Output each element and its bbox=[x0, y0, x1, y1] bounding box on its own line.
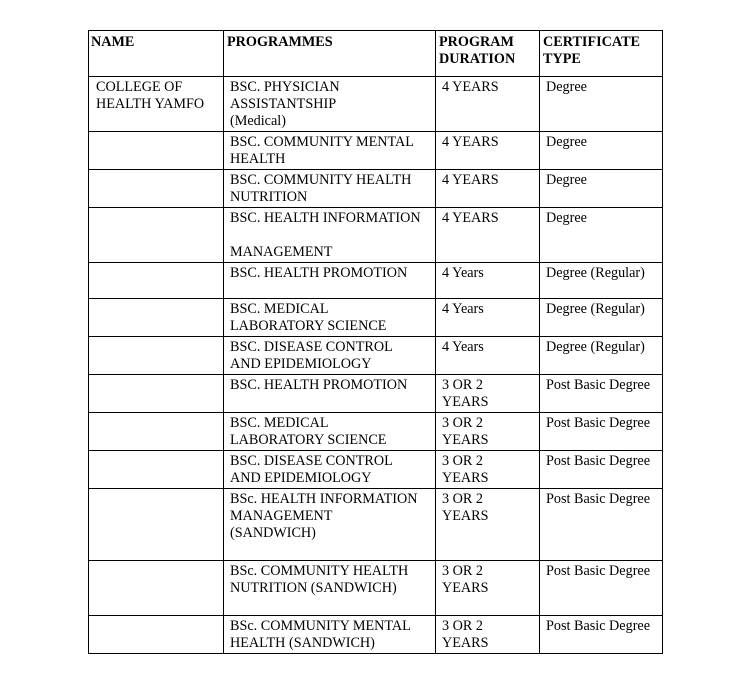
institution-name bbox=[89, 208, 224, 263]
programme-cell: BSC. COMMUNITY HEALTH NUTRITION bbox=[224, 170, 436, 208]
header-certificate-type: CERTIFICATE TYPE bbox=[540, 31, 663, 77]
institution-name bbox=[89, 413, 224, 451]
duration-cell: 3 OR 2 YEARS bbox=[436, 616, 540, 654]
certificate-cell: Post Basic Degree bbox=[540, 561, 663, 616]
programme-cell: BSC. COMMUNITY MENTAL HEALTH bbox=[224, 132, 436, 170]
certificate-cell: Post Basic Degree bbox=[540, 413, 663, 451]
certificate-cell: Post Basic Degree bbox=[540, 375, 663, 413]
table-row bbox=[89, 561, 663, 616]
duration-cell: 3 OR 2 YEARS bbox=[436, 375, 540, 413]
programme-cell: BSc. COMMUNITY MENTAL HEALTH (SANDWICH) bbox=[224, 616, 436, 654]
table-row bbox=[89, 299, 663, 337]
programme-cell: BSc. HEALTH INFORMATION MANAGEMENT (SANDWICH) bbox=[224, 489, 436, 561]
duration-cell: 4 YEARS bbox=[436, 77, 540, 132]
duration-cell: 4 Years bbox=[436, 299, 540, 337]
table-row bbox=[89, 375, 663, 413]
institution-name bbox=[89, 337, 224, 375]
programme-cell: BSC. HEALTH PROMOTION bbox=[224, 263, 436, 299]
table-row bbox=[89, 489, 663, 561]
header-program-duration: PROGRAM DURATION bbox=[436, 31, 540, 77]
programme-cell: BSC. DISEASE CONTROL AND EPIDEMIOLOGY bbox=[224, 451, 436, 489]
certificate-cell: Degree bbox=[540, 208, 663, 263]
table-row bbox=[89, 337, 663, 375]
programmes-table bbox=[88, 30, 663, 654]
duration-cell: 4 Years bbox=[436, 263, 540, 299]
institution-name bbox=[89, 170, 224, 208]
duration-cell: 4 YEARS bbox=[436, 208, 540, 263]
duration-cell: 4 YEARS bbox=[436, 132, 540, 170]
duration-cell: 3 OR 2 YEARS bbox=[436, 561, 540, 616]
programme-cell: BSC. PHYSICIAN ASSISTANTSHIP (Medical) bbox=[224, 77, 436, 132]
table-row bbox=[89, 413, 663, 451]
certificate-cell: Degree (Regular) bbox=[540, 299, 663, 337]
institution-name bbox=[89, 299, 224, 337]
programme-cell: BSC. DISEASE CONTROL AND EPIDEMIOLOGY bbox=[224, 337, 436, 375]
certificate-cell: Degree bbox=[540, 170, 663, 208]
table-row bbox=[89, 208, 663, 263]
table-row bbox=[89, 616, 663, 654]
certificate-cell: Post Basic Degree bbox=[540, 616, 663, 654]
table-row bbox=[89, 263, 663, 299]
table-row bbox=[89, 451, 663, 489]
institution-name bbox=[89, 132, 224, 170]
institution-name bbox=[89, 263, 224, 299]
table-row bbox=[89, 77, 663, 132]
duration-cell: 4 Years bbox=[436, 337, 540, 375]
institution-name bbox=[89, 616, 224, 654]
certificate-cell: Post Basic Degree bbox=[540, 451, 663, 489]
institution-name: COLLEGE OF HEALTH YAMFO bbox=[89, 77, 224, 132]
institution-name bbox=[89, 561, 224, 616]
certificate-cell: Degree (Regular) bbox=[540, 263, 663, 299]
table-row bbox=[89, 132, 663, 170]
institution-name bbox=[89, 451, 224, 489]
header-programmes: PROGRAMMES bbox=[224, 31, 436, 77]
certificate-cell: Degree bbox=[540, 77, 663, 132]
header-name: NAME bbox=[89, 31, 224, 77]
certificate-cell: Post Basic Degree bbox=[540, 489, 663, 561]
programme-cell: BSC. HEALTH PROMOTION bbox=[224, 375, 436, 413]
duration-cell: 3 OR 2 YEARS bbox=[436, 451, 540, 489]
duration-cell: 4 YEARS bbox=[436, 170, 540, 208]
table-row bbox=[89, 170, 663, 208]
duration-cell: 3 OR 2 YEARS bbox=[436, 413, 540, 451]
duration-cell: 3 OR 2 YEARS bbox=[436, 489, 540, 561]
programme-cell: BSC. HEALTH INFORMATION MANAGEMENT bbox=[224, 208, 436, 263]
certificate-cell: Degree (Regular) bbox=[540, 337, 663, 375]
programme-cell: BSc. COMMUNITY HEALTH NUTRITION (SANDWICH) bbox=[224, 561, 436, 616]
institution-name bbox=[89, 489, 224, 561]
certificate-cell: Degree bbox=[540, 132, 663, 170]
institution-name bbox=[89, 375, 224, 413]
programme-cell: BSC. MEDICAL LABORATORY SCIENCE bbox=[224, 413, 436, 451]
programme-cell: BSC. MEDICAL LABORATORY SCIENCE bbox=[224, 299, 436, 337]
header-row bbox=[89, 31, 663, 77]
